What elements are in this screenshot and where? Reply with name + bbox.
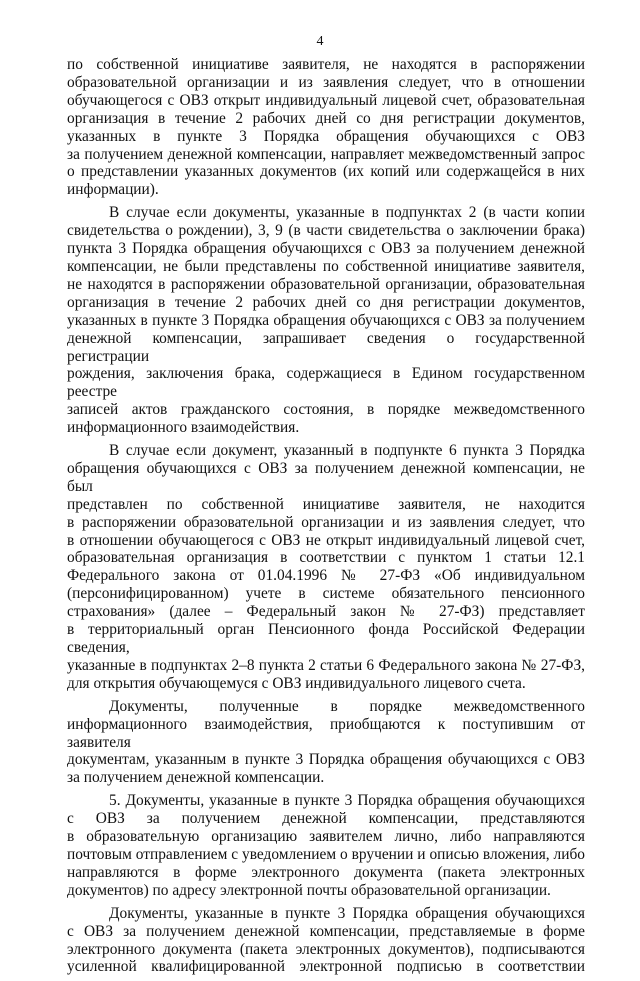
text-line: рождения, заключения брака, содержащиеся в Едином государственном реестре: [67, 365, 585, 401]
text-line: направляются в форме электронного документа (пакета электронных: [67, 863, 585, 881]
text-line: компенсации, не были представлены по собственной инициативе заявителя,: [67, 257, 585, 275]
text-line: В случае если документы, указанные в подпунктах 2 (в части копии: [109, 204, 585, 222]
text-line: (персонифицированном) учете в системе обязательного пенсионного: [67, 585, 585, 603]
text-line: в образовательную организацию заявителем лично, либо направляются: [67, 828, 585, 846]
text-line: обучающегося с ОВЗ открыт индивидуальный лицевой счет, образовательная: [67, 91, 585, 109]
text-line: указанных в пункте 3 Порядка обращения обучающихся с ОВЗ за получением: [67, 311, 585, 329]
text-line: В случае если документ, указанный в подпункте 6 пункта 3 Порядка: [109, 442, 585, 460]
text-line: документов) по адресу электронной почты образовательной организации.: [67, 881, 551, 899]
text-line: 5. Документы, указанные в пункте 3 Порядка обращения обучающихся: [109, 792, 585, 810]
text-line: Федерального закона от 01.04.1996 № 27-ФЗ «Об индивидуальном: [67, 567, 585, 585]
text-line: о представлении указанных документов (их копий или содержащейся в них: [67, 163, 585, 181]
text-line: Документы, указанные в пункте 3 Порядка обращения обучающихся: [109, 904, 585, 922]
text-line: пункта 3 Порядка обращения обучающихся с ОВЗ за получением денежной: [67, 240, 585, 258]
text-line: представлен по собственной инициативе заявителя, не находится: [67, 495, 585, 513]
text-line: указанных в пункте 3 Порядка обращения обучающихся с ОВЗ: [67, 127, 585, 145]
text-line: информационного взаимодействия, приобщаются к поступившим от заявителя: [67, 715, 585, 751]
text-line: свидетельства о рождении), 3, 9 (в части свидетельства о заключении брака): [67, 222, 585, 240]
text-line: Документы, полученные в порядке межведомственного: [109, 697, 585, 715]
text-line: по собственной инициативе заявителя, не находятся в распоряжении: [67, 56, 585, 73]
text-line: образовательная организация в соответствии с пунктом 1 статьи 12.1: [67, 549, 585, 567]
paragraph: [67, 698, 585, 788]
text-line: записей актов гражданского состояния, в порядке межведомственного: [67, 401, 585, 419]
text-line: почтовым отправлением с уведомлением о вручении и описью вложения, либо: [67, 845, 585, 863]
text-line: обращения обучающихся с ОВЗ за получением денежной компенсации, не был: [67, 459, 585, 495]
text-line: организация в течение 2 рабочих дней со дня регистрации документов,: [67, 109, 585, 127]
document-body: [67, 56, 585, 981]
text-line: образовательной организации и из заявления следует, что в отношении: [67, 73, 585, 91]
text-line: информации).: [67, 181, 159, 199]
text-line: усиленной квалифицированной электронной подписью в соответствии: [67, 958, 585, 976]
text-line: с ОВЗ за получением денежной компенсации, представляются: [67, 810, 585, 828]
text-line: не находятся в распоряжении образовательной организации, образовательная: [67, 275, 585, 293]
page-number: 4: [316, 34, 324, 49]
text-line: в территориальный орган Пенсионного фонда Российской Федерации сведения,: [67, 621, 585, 656]
text-line: для открытия обучающемуся с ОВЗ индивидуального лицевого счета.: [67, 674, 526, 692]
paragraph: [67, 56, 585, 199]
text-line: за получением денежной компенсации, направляет межведомственный запрос: [67, 145, 585, 163]
text-line: организация в течение 2 рабочих дней со дня регистрации документов,: [67, 293, 585, 311]
paragraph: [67, 905, 585, 977]
text-line: с ОВЗ за получением денежной компенсации, представляемые в форме: [67, 922, 585, 940]
paragraph: [67, 792, 585, 899]
text-line: информационного взаимодействия.: [67, 419, 300, 437]
text-line: в отношении обучающегося с ОВЗ не открыт индивидуальный лицевой счет,: [67, 531, 585, 549]
text-line: денежной компенсации, запрашивает сведения о государственной регистрации: [67, 329, 585, 365]
text-line: за получением денежной компенсации.: [67, 769, 325, 787]
paragraph: [67, 204, 585, 437]
text-line: страхования» (далее – Федеральный закон № 27-ФЗ) представляет: [67, 603, 585, 621]
paragraph: [67, 442, 585, 693]
text-line: в распоряжении образовательной организации и из заявления следует, что: [67, 513, 585, 531]
text-line: документам, указанным в пункте 3 Порядка обращения обучающихся с ОВЗ: [67, 751, 585, 769]
text-line: электронного документа (пакета электронных документов), подписываются: [67, 940, 585, 958]
text-line: указанные в подпунктах 2–8 пункта 2 статьи 6 Федерального закона № 27-ФЗ,: [67, 656, 585, 674]
